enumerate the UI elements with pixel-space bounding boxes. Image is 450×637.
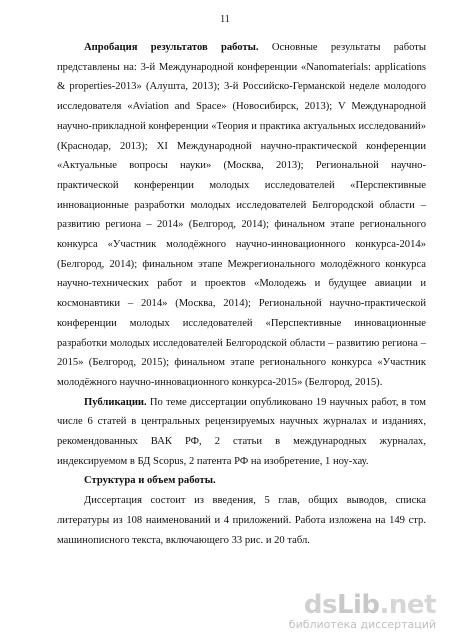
paragraph-text: По теме диссертации опубликовано 19 научных работ, в том числе 6 статей в центральных рецензируемых научных журналах и изданиях, рекомендованных ВАК РФ, 2 статьи в международных журналах, индексируемом в БД Scopus, 2 патента РФ на изобретение, 1 ноу-хау. xyxy=(57,396,426,467)
watermark xyxy=(289,592,436,631)
watermark-logo-net: .net xyxy=(379,590,436,620)
document-body xyxy=(57,38,426,550)
watermark-logo-lib: Lib xyxy=(336,590,380,620)
paragraph-heading: Апробация результатов работы. xyxy=(84,42,259,53)
watermark-tagline: библиотека диссертаций xyxy=(288,618,436,631)
paragraph-heading: Публикации. xyxy=(84,396,147,408)
watermark-logo xyxy=(289,592,436,618)
paragraph-heading: Структура и объем работы. xyxy=(84,475,216,487)
paragraph-structure-heading xyxy=(57,471,426,491)
paragraph-text: Основные результаты работы представлены на: 3-й Международной конференции «Nanomaterials: applications & properties-2013» (Алушта, 2013); 3-й Российско-Германской неделе молодого исследователя «Aviation and Space» (Новосибирск, 2013); V Международной научно-прикладной конференции «Теория и практика актуальных исследований» (Краснодар, 2013); XI Международной научно-практической конференции «Актуальные вопросы науки» (Москва, 2013); Региональной научно-практической конференции молодых исследователей «Перспективные инновационные разработки молодых исследователей Белгородской области – развитию региона – 2014» (Белгород, 2014); финальном этапе регионального конкурса «Участник молодёжного научно-инновационного конкурса-2014» (Белгород, 2014); финальном этапе Межрегионального молодёжного конкурса научно-технических работ и проектов «Молодежь и будущее авиации и космонавтики – 2014» (Москва, 2014); Региональной научно-практической конференции молодых исследователей «Перспективные инновационные разработки молодых исследователей Белгородской области – развитию региона – 2015» (Белгород, 2015); финальном этапе регионального конкурса «Участник молодёжного научно-инновационного конкурса-2015» (Белгород, 2015). xyxy=(57,42,426,388)
paragraph-text: Диссертация состоит из введения, 5 глав, общих выводов, списка литературы из 108 наименований и 4 приложений. Работа изложена на 149 стр. машинописного текста, включающего 33 рис. и 20 табл. xyxy=(57,495,426,546)
page-number: 11 xyxy=(220,14,230,25)
paragraph-structure xyxy=(57,491,426,550)
paragraph-publications xyxy=(57,393,426,472)
paragraph-approbation xyxy=(57,38,426,393)
watermark-logo-ds: ds xyxy=(303,590,337,620)
